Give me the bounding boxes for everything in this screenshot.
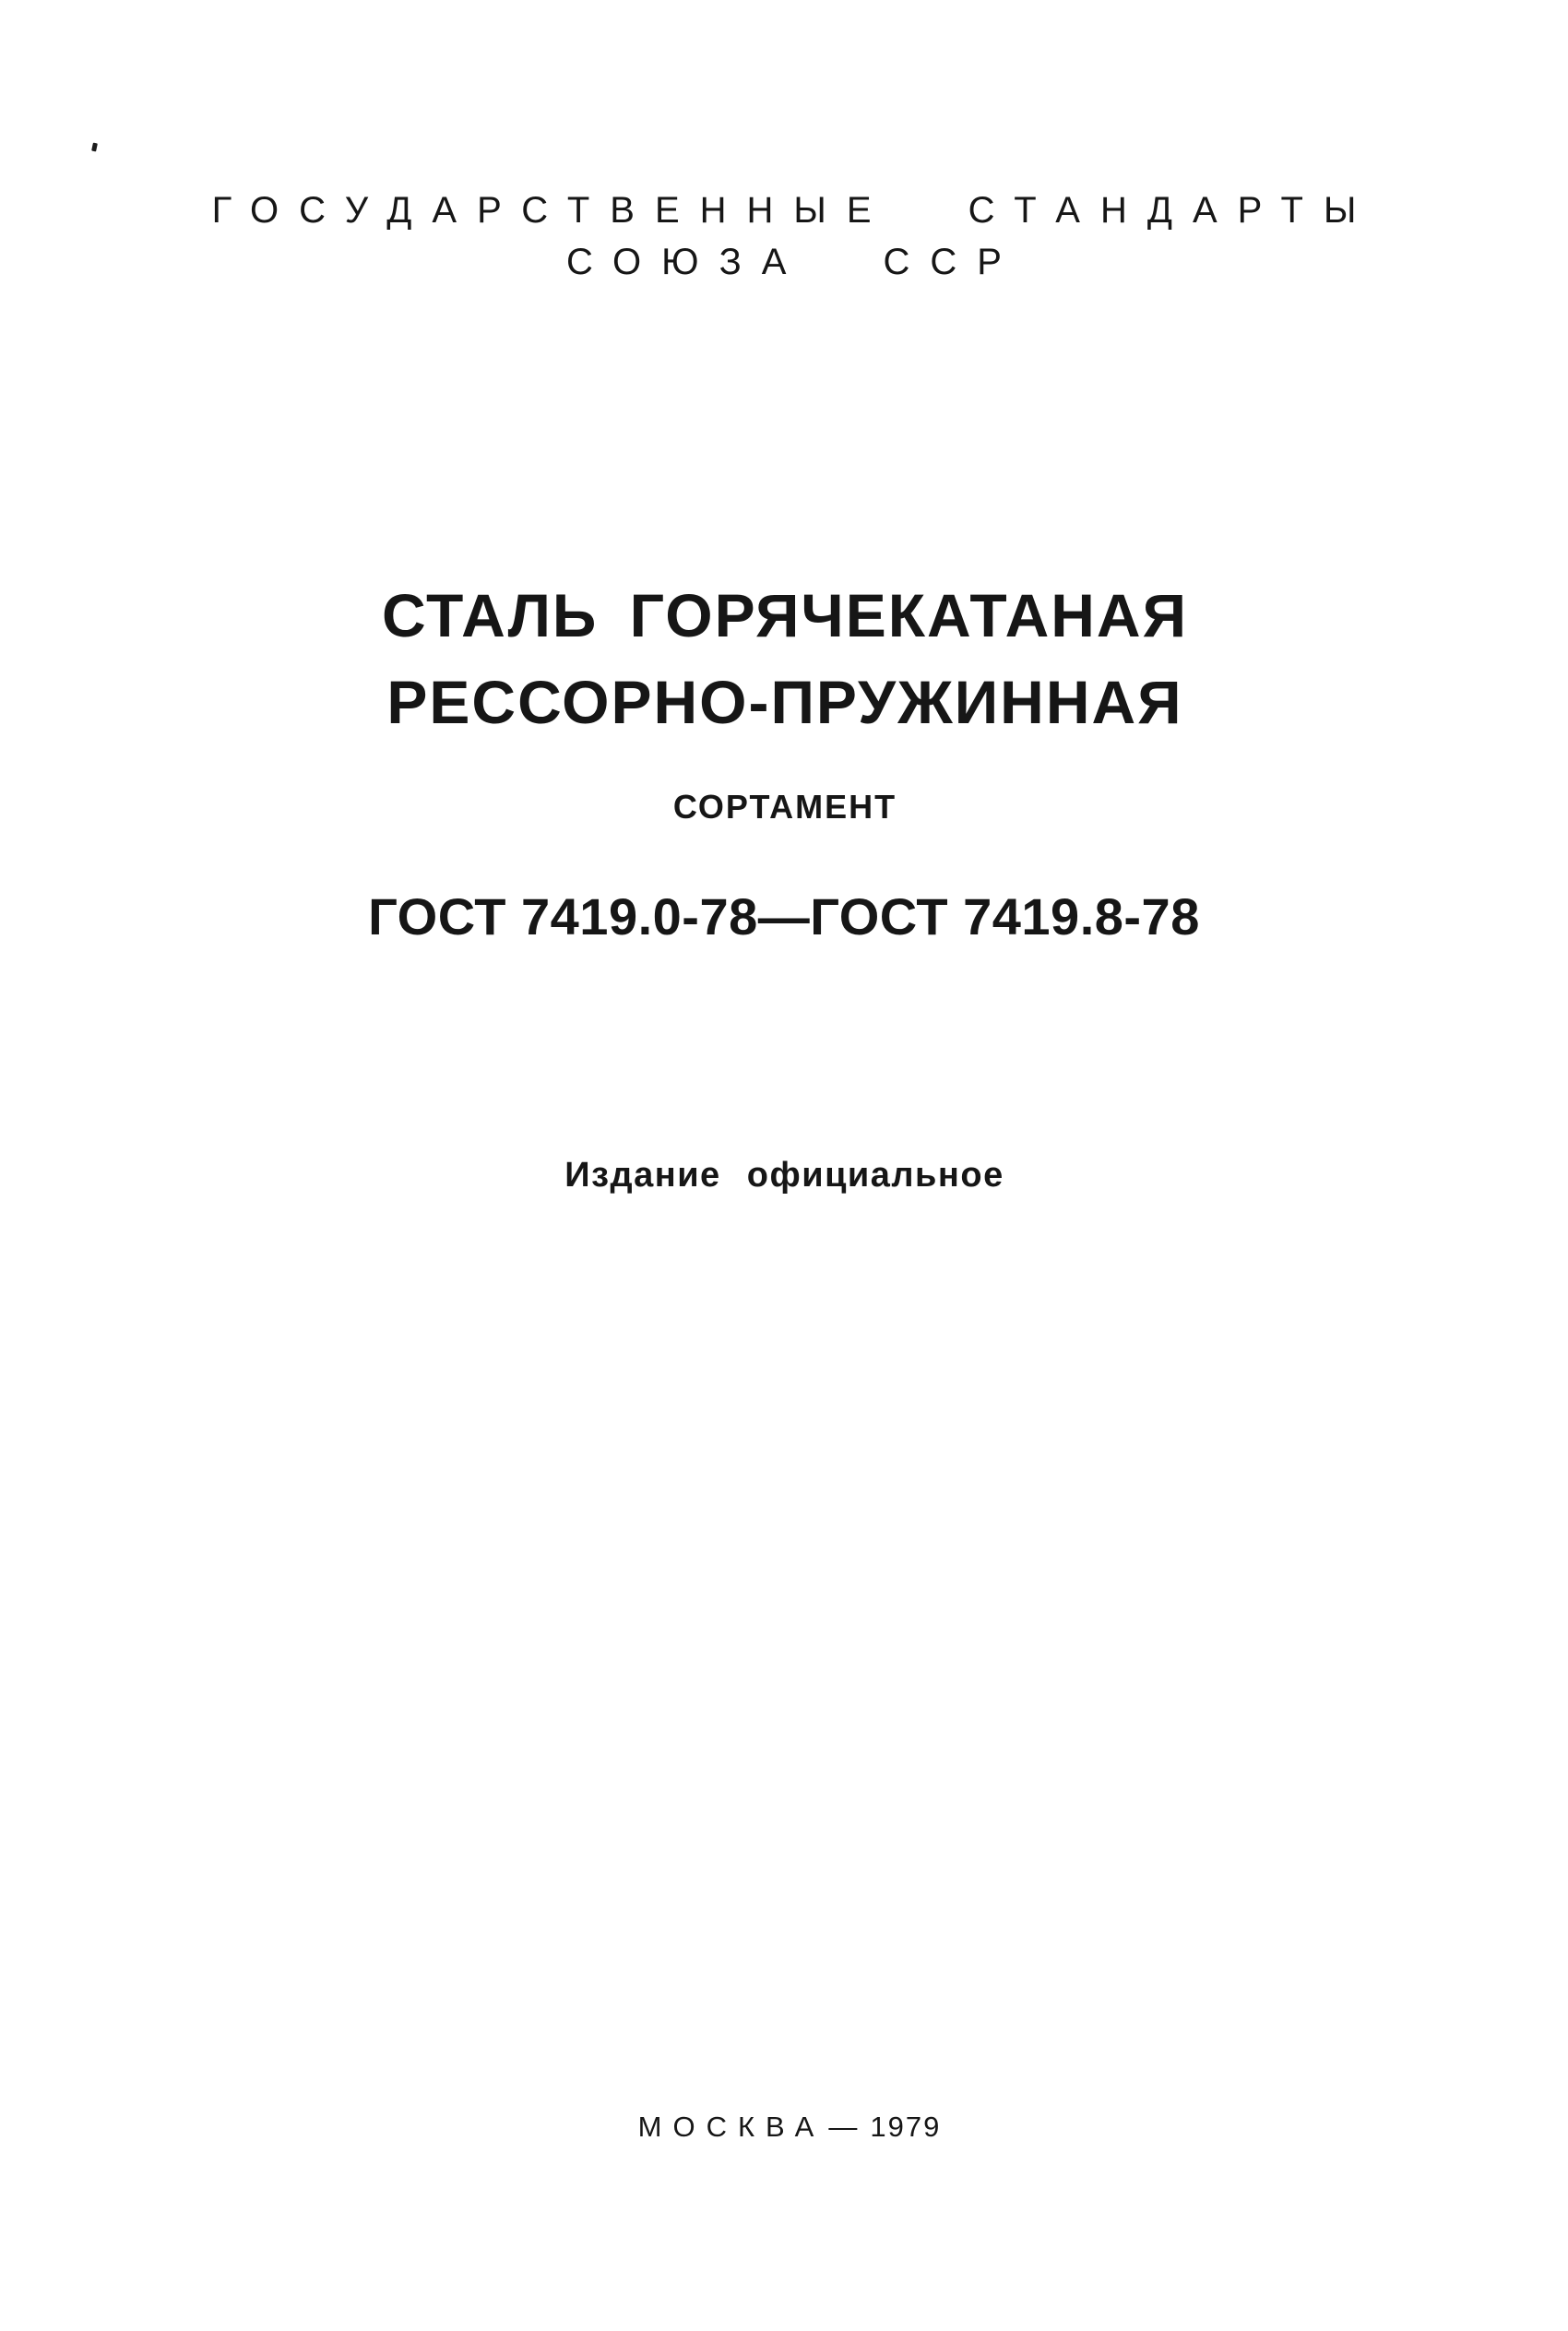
imprint-line [0, 2109, 1568, 2146]
document-title [0, 572, 1568, 745]
imprint-year: 1979 [870, 2111, 942, 2143]
subtitle-sortament: СОРТАМЕНТ [672, 788, 897, 826]
imprint-city: МОСКВА [637, 2111, 826, 2143]
title-line-2: РЕССОРНО-ПРУЖИННАЯ [386, 668, 1183, 736]
scan-speck [91, 143, 98, 152]
edition-note: Издание официальное [564, 1156, 1004, 1195]
title-line-1: СТАЛЬ ГОРЯЧЕКАТАНАЯ [381, 581, 1189, 649]
publisher-line-1: ГОСУДАРСТВЕННЫЕ СТАНДАРТЫ [211, 190, 1377, 231]
publisher-header [0, 184, 1568, 288]
standard-designation: ГОСТ 7419.0-78—ГОСТ 7419.8-78 [368, 887, 1200, 945]
publisher-line-2: СОЮЗА ССР [566, 242, 1022, 282]
imprint-dash: — [828, 2111, 858, 2143]
